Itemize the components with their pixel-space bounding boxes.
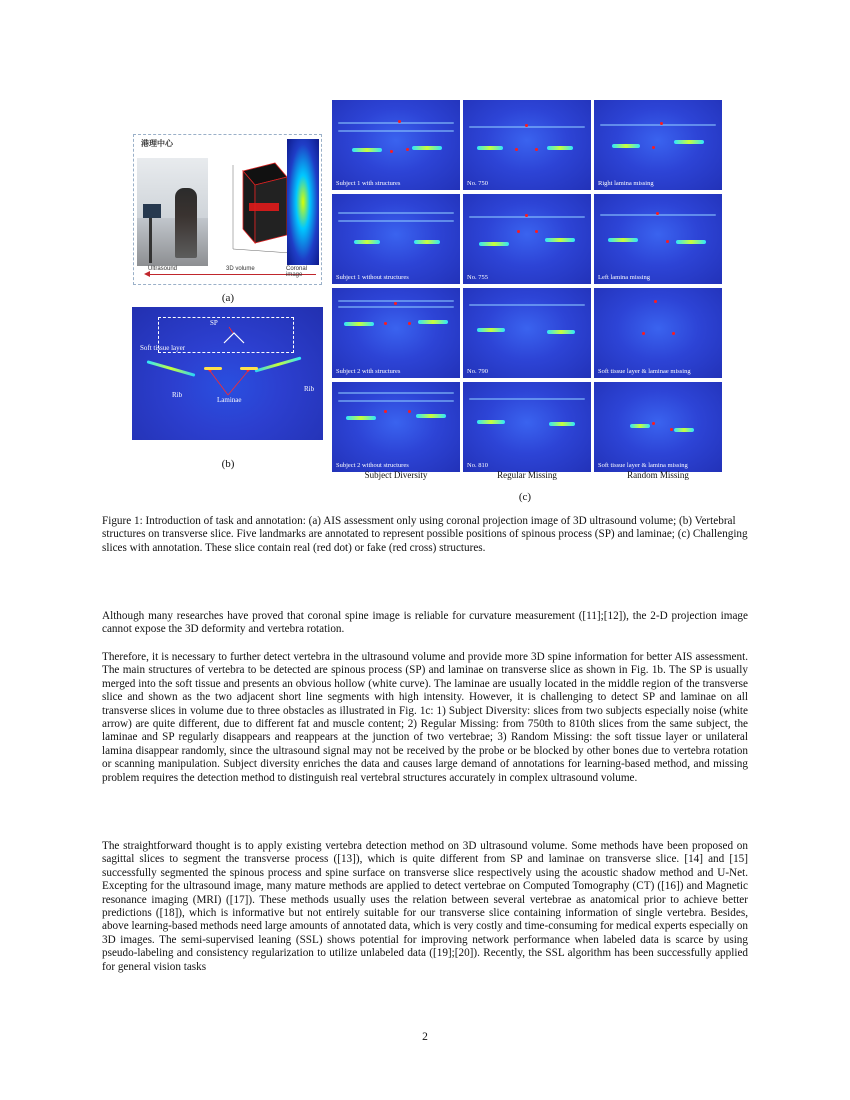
tile-caption: Subject 1 with structures [336,180,401,187]
tile-caption: Soft tissue layer & laminae missing [598,368,691,375]
tile-caption: No. 790 [467,368,488,375]
subfigure-b-label: (b) [221,458,235,470]
tile-caption: No. 810 [467,462,488,469]
body-paragraph: The straightforward thought is to apply existing vertebra detection method on 3D ultrasound volume. Some methods have been proposed on sagittal slices to segment the transverse process ([13]), which is quite different from SP and laminae on transverse slice. [14] and [15] successfully segmented the spinous process and spine surface on transverse slice respectively using the acoustic shadow method and U-Net. Excepting for the ultrasound image, many mature methods are applied to detect vertebrae on Computed Tomography (CT) ([16]) and Magnetic resonance imaging (MRI) ([17]). These methods usually uses the relation between several vertebrae as anatomical prior to achieve better predictions ([18]), which is informative but not entirely suitable for our transverse slice containing information of single vertebra. Besides, above learning-based methods need large amounts of annotated data, which is very costly and time-consuming for medical experts especially on 3D images. The semi-supervised leaning (SSL) shows potential for improving network performance when labeled data is scarce by using pseudo-labeling and consistency regularization to utilize unlabeled data ([19];[20]). Recently, the SSL algorithm has been successfully applied for general vision tasks [102,840,748,973]
column-title-random-missing: Random Missing [627,470,689,480]
figure-caption: Figure 1: Introduction of task and annotation: (a) AIS assessment only using coronal projection image of 3D ultrasound volume; (b) Vertebral structures on transverse slice. Five landmarks are annotated to represent possible positions of spinous process (SP) and laminae; (c) Challenging slices with annotation. These slice contain real (red dot) or fake (red cross) structures. [102,515,748,554]
tile-caption: Subject 1 without structures [336,274,409,281]
tile-caption: Soft tissue layer & lamina missing [598,462,688,469]
tile-caption: Left lamina missing [598,274,650,281]
slice-tile [463,194,591,284]
slice-tile [594,100,722,190]
column-title-regular-missing: Regular Missing [497,470,557,480]
slice-tile [594,288,722,378]
scanning-photo [137,139,208,266]
slice-tile [594,194,722,284]
slice-tile [463,288,591,378]
body-paragraph: Therefore, it is necessary to further detect vertebra in the ultrasound volume and provide more 3D spine information for better AIS assessment. The main structures of vertebra to be detected are spinous process (SP) and laminae on transverse slice as shown in Fig. 1b. The SP is usually merged into the soft tissue and presents an obvious hollow (white curve). The laminae are usually located in the middle region of the transverse slice and shown as the two adjacent short line segments with high intensity. However, it is challenging to detect SP and laminae on all transverse slices in volume due to three obstacles as illustrated in Fig. 1c: 1) Subject Diversity: slices from two subjects especially noise (white arrow) are quite different, due to different fat and muscle content; 2) Regular Missing: from 750th to 810th slices from the same subject, the laminae and SP regularly disappears and reappears at the junction of two vertebrae; 3) Random Missing: the soft tissue layer or unilateral lamina disappear randomly, since the ultrasound signal may not be received by the probe or be blocked by other bones due to vertebra rotation or scanning manipulation. Subject diversity enriches the data and causes large demand of annotations for learning-based method, and missing problem requires the detection method to distinguish real vertebral structures accurately in complex ultrasound volume. [102,651,748,784]
soft-tissue-label: Soft tissue layer [140,344,186,352]
rib-right-label: Rib [304,385,315,393]
subfigure-a-label: (a) [221,292,235,304]
slice-tile [463,100,591,190]
tile-caption: No. 750 [467,180,488,187]
photo-sign-text: 港理中心 [141,139,173,148]
figure-1a-panel [133,134,322,285]
slice-tile [463,382,591,472]
page-number: 2 [422,1031,428,1043]
tile-caption: Subject 2 without structures [336,462,409,469]
tile-caption: No. 755 [467,274,488,281]
subfigure-c-label: (c) [518,491,532,503]
column-title-subject-diversity: Subject Diversity [364,470,428,480]
progress-label-ultrasound: Ultrasound [148,266,178,272]
figure-1b-panel [132,307,323,440]
body-paragraph: Although many researches have proved that coronal spine image is reliable for curvature measurement ([11];[12]), the 2-D projection image cannot expose the 3D deformity and vertebra rotation. [102,610,748,636]
laminae-label: Laminae [217,396,242,404]
slice-tile [594,382,722,472]
tile-caption: Right lamina missing [598,180,654,187]
progress-label-volume: 3D volume [226,266,255,272]
tile-caption: Subject 2 with structures [336,368,401,375]
slice-tile [332,288,460,378]
progress-label-coronal: Coronal image [286,266,308,278]
sp-label: SP [210,319,218,327]
slice-tile [332,382,460,472]
slice-tile [332,194,460,284]
patient-figure [175,188,197,258]
coronal-image [287,139,319,265]
rib-left-label: Rib [172,391,183,399]
slice-tile [332,100,460,190]
